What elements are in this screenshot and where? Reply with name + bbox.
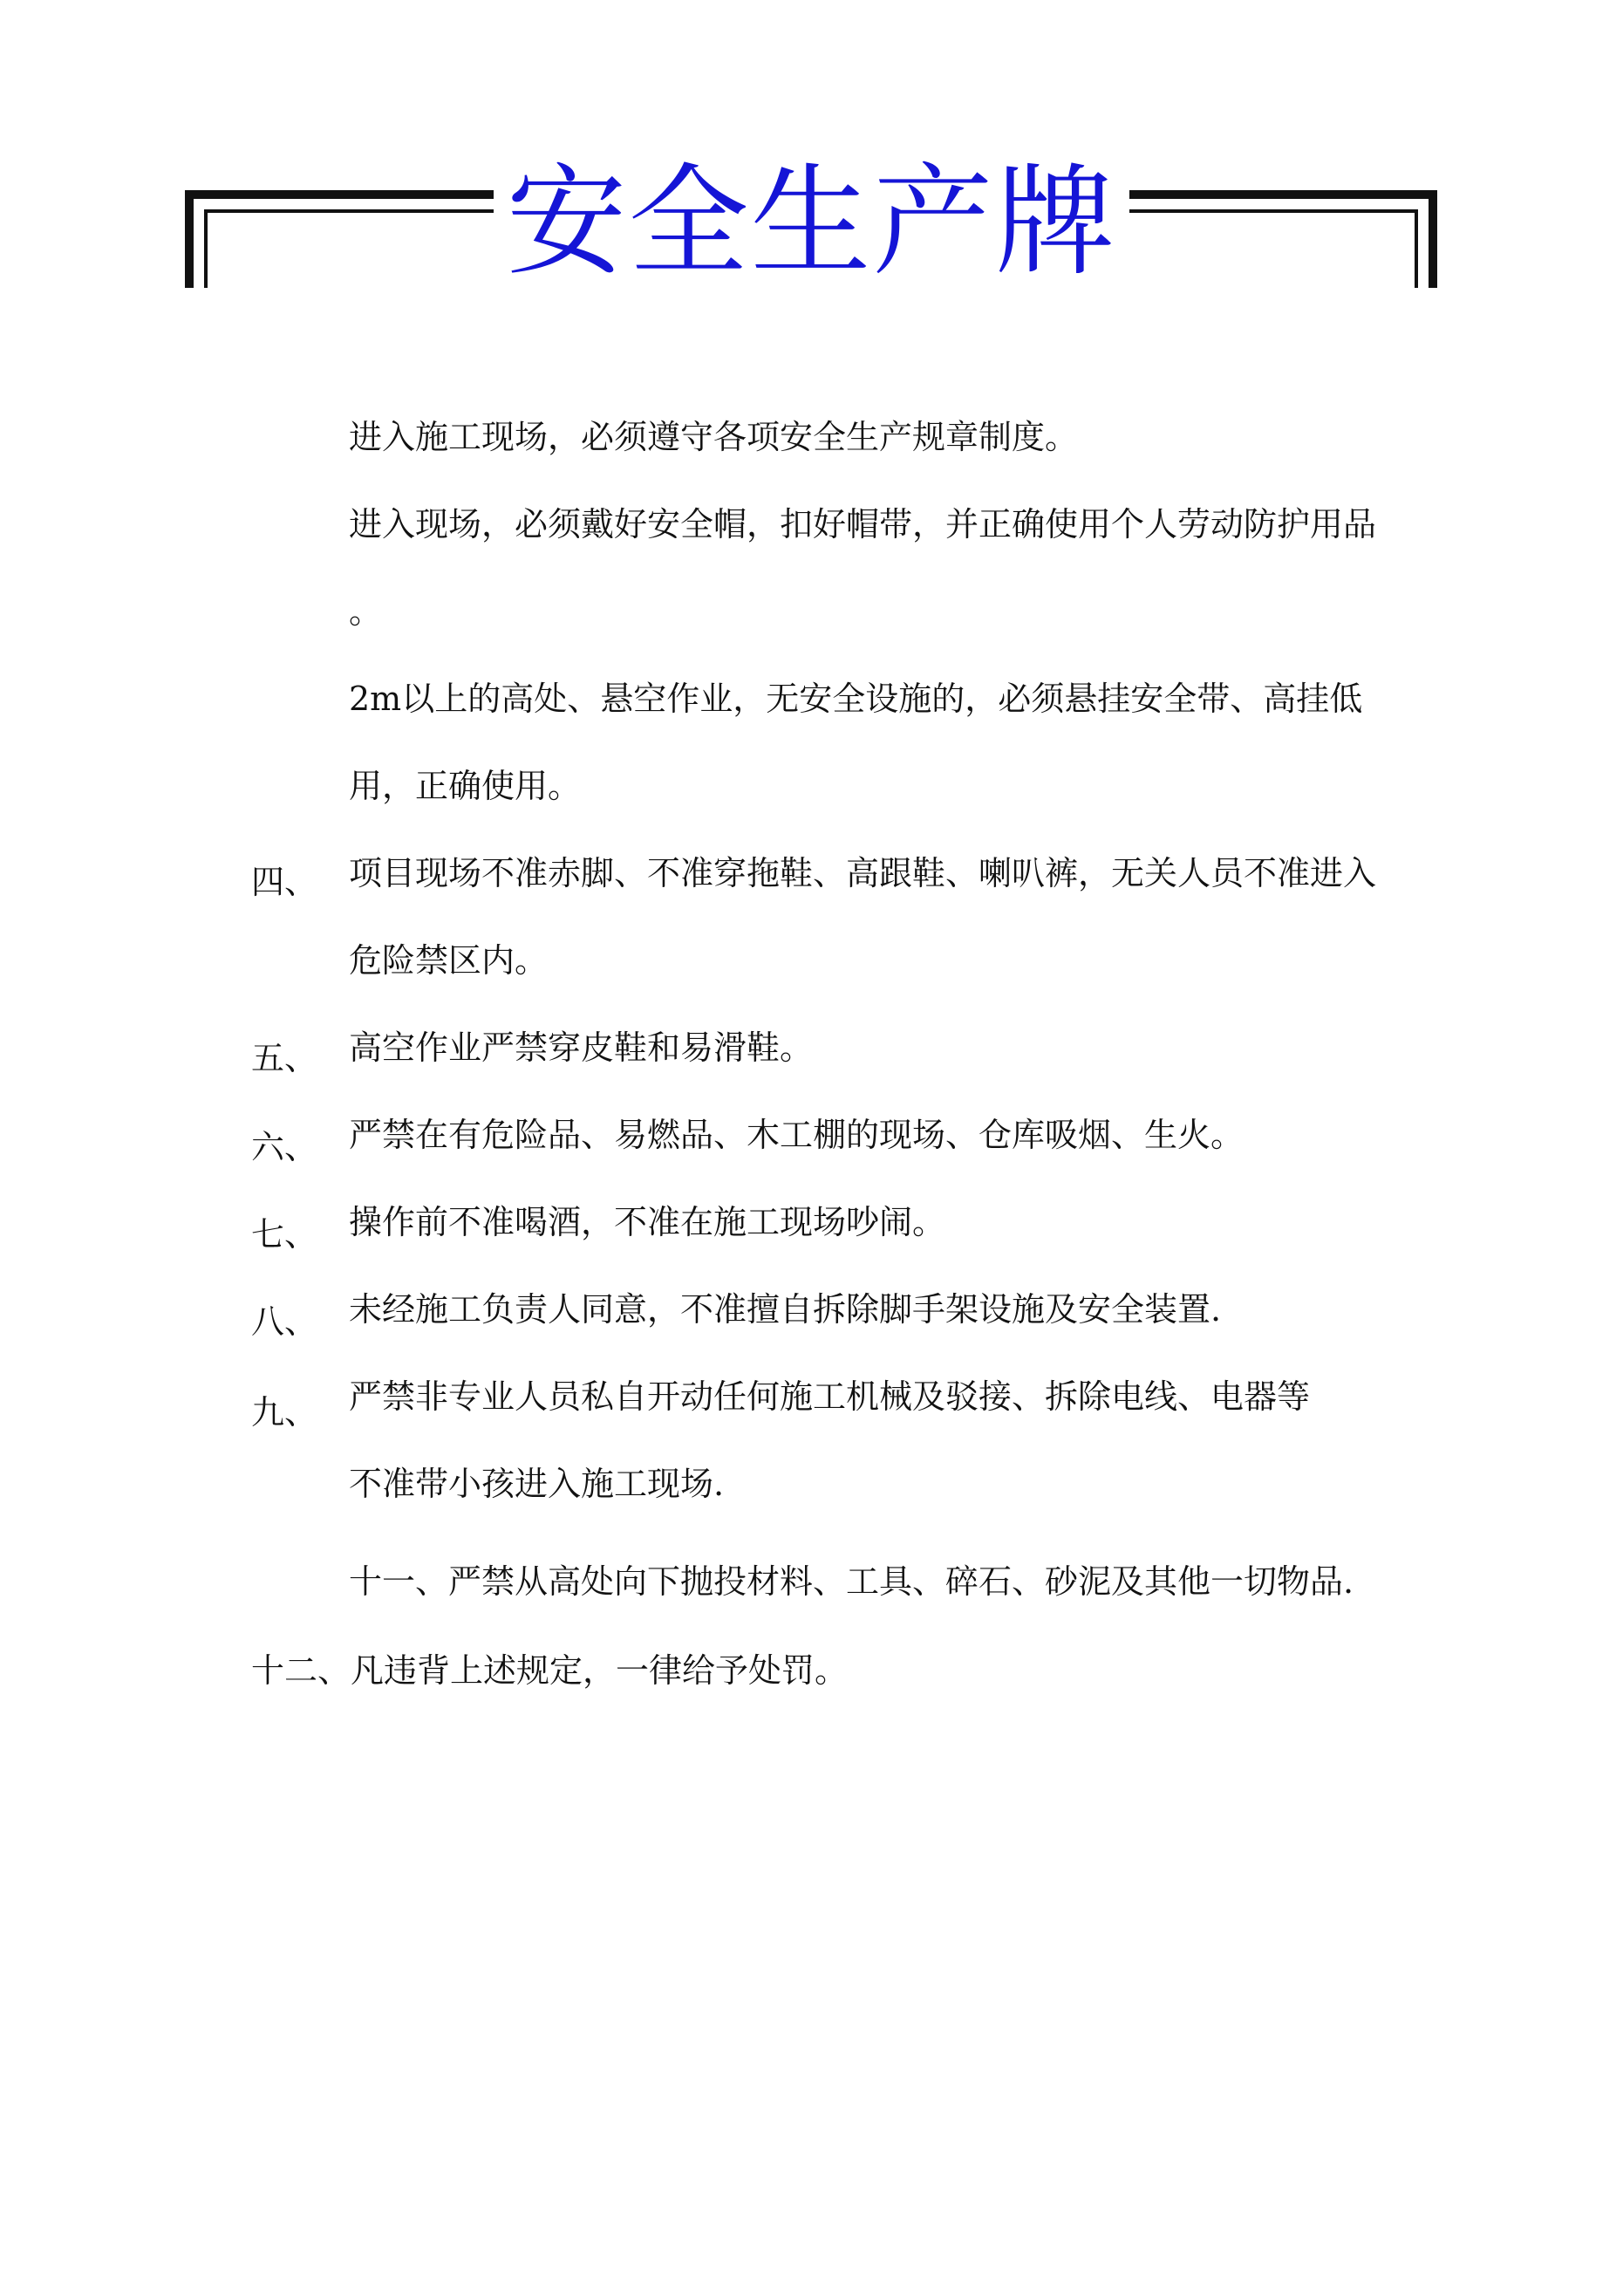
rule-7-line-1: 操作前不准喝酒，不准在施工现场吵闹。 (349, 1203, 946, 1241)
title-text: 安全生产牌 (494, 152, 1129, 292)
rule-11-line-1: 十一、严禁从高处向下抛投材料、工具、碎石、砂泥及其他一切物品. (349, 1562, 1354, 1601)
rule-4-line-2: 危险禁区内。 (349, 941, 549, 980)
rule-2-line-2: 。 (349, 592, 383, 631)
rule-5-line-1: 高空作业严禁穿皮鞋和易滑鞋。 (349, 1028, 814, 1067)
rule-4-line-1: 项目现场不准赤脚、不准穿拖鞋、高跟鞋、喇叭裤，无关人员不准进入 (349, 854, 1377, 892)
rule-3-line-2: 用，正确使用。 (349, 767, 582, 805)
rule-7-number: 七、 (251, 1215, 318, 1254)
rule-2-line-1: 进入现场，必须戴好安全帽，扣好帽带，并正确使用个人劳动防护用品 (349, 505, 1377, 543)
rule-4-number: 四、 (251, 863, 318, 901)
rule-10-line-1: 不准带小孩进入施工现场. (349, 1465, 725, 1503)
rule-9-line-1: 严禁非专业人员私自开动任何施工机械及驳接、拆除电线、电器等 (349, 1377, 1311, 1416)
rule-8-line-1: 未经施工负责人同意，不准擅自拆除脚手架设施及安全装置. (349, 1290, 1222, 1329)
rule-3-line-1: 2m以上的高处、悬空作业，无安全设施的，必须悬挂安全带、高挂低 (349, 680, 1363, 718)
rule-9-number: 九、 (251, 1393, 318, 1432)
page-title (0, 148, 1623, 297)
rule-5-number: 五、 (251, 1039, 318, 1077)
rule-12-line-1: 十二、凡违背上述规定，一律给予处罚。 (251, 1651, 849, 1690)
rule-1-line-1: 进入施工现场，必须遵守各项安全生产规章制度。 (349, 418, 1079, 456)
rule-6-line-1: 严禁在有危险品、易燃品、木工棚的现场、仓库吸烟、生火。 (349, 1116, 1245, 1154)
rule-8-number: 八、 (251, 1302, 318, 1341)
rule-6-number: 六、 (251, 1128, 318, 1166)
